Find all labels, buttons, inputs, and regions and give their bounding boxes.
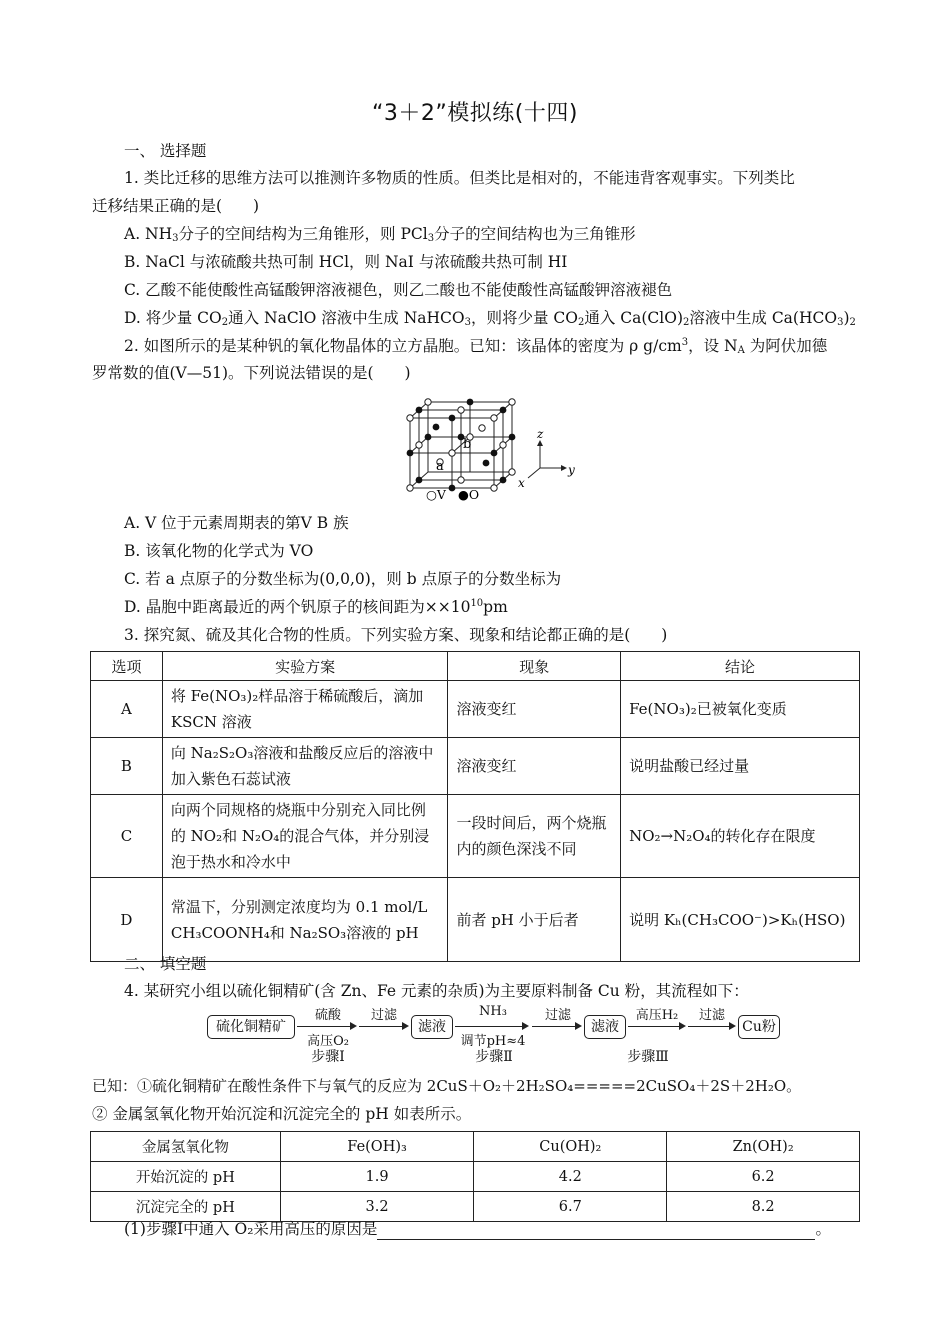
- flow-label: 高压H₂: [635, 1008, 679, 1023]
- flow-step-label: 步骤Ⅲ: [627, 1049, 669, 1065]
- table-header: Zn(OH)₂: [667, 1132, 860, 1162]
- table-cell: 6.2: [667, 1162, 860, 1192]
- table-cell: 一段时间后，两个烧瓶内的颜色深浅不同: [448, 795, 621, 878]
- table-cell: 说明盐酸已经过量: [621, 738, 860, 795]
- section-heading-fill: 二、 填空题: [124, 955, 207, 973]
- table-row: [91, 1192, 860, 1222]
- q4-known-2: ② 金属氢氧化物开始沉淀和沉淀完全的 pH 如表所示。: [92, 1105, 472, 1123]
- section-heading-choice: 一、 选择题: [124, 142, 207, 160]
- flow-label: 硫酸: [314, 1008, 341, 1023]
- flow-box-filtrate: 滤液: [411, 1015, 453, 1039]
- table-cell: 3.2: [280, 1192, 474, 1222]
- flow-step-label: 步骤Ⅰ: [311, 1049, 345, 1065]
- flow-step-label: 步骤Ⅱ: [475, 1049, 513, 1065]
- flow-box-filtrate-2: 滤液: [584, 1015, 626, 1039]
- q1-stem-line1: 1. 类比迁移的思维方法可以推测许多物质的性质。但类比是相对的，不能违背客观事实。下列类比: [124, 169, 795, 187]
- table-cell: D: [91, 878, 163, 962]
- table-cell: 向 Na₂S₂O₃溶液和盐酸反应后的溶液中加入紫色石蕊试液: [162, 738, 448, 795]
- table-cell: 前者 pH 小于后者: [448, 878, 621, 962]
- axis-y-label: y: [568, 463, 575, 477]
- table-cell: 沉淀完全的 pH: [91, 1192, 281, 1222]
- q4-subquestion-1: (1)步骤Ⅰ中通入 O₂采用高压的原因是 。: [124, 1220, 831, 1238]
- q2-option-b: B. 该氧化物的化学式为 VO: [124, 542, 314, 560]
- q2-stem-line2: 罗常数的值(V—51)。下列说法错误的是( ): [92, 364, 411, 382]
- legend-o: ●O: [458, 487, 480, 502]
- legend-v: ○V: [426, 487, 446, 502]
- table-header: 选项: [91, 652, 163, 681]
- table-header: 实验方案: [162, 652, 448, 681]
- table-cell: 4.2: [474, 1162, 667, 1192]
- flow-label: 过滤: [370, 1008, 397, 1023]
- table-header: Fe(OH)₃: [280, 1132, 474, 1162]
- flow-box-ore: 硫化铜精矿: [207, 1015, 295, 1039]
- table-row: [91, 681, 860, 738]
- flow-box-copper: Cu粉: [738, 1015, 780, 1039]
- page-title: “3＋2”模拟练(十四): [372, 101, 578, 126]
- table-row: [91, 1162, 860, 1192]
- axis-x-label: x: [518, 476, 525, 490]
- table-cell: NO₂→N₂O₄的转化存在限度: [621, 795, 860, 878]
- flow-label: NH₃: [479, 1004, 507, 1019]
- q1-option-c: C. 乙酸不能使酸性高锰酸钾溶液褪色，则乙二酸也不能使酸性高锰酸钾溶液褪色: [124, 281, 673, 299]
- q1-option-a: A. $NH_3$分子的空间结构为三角锥形，则 PCl$_3$分子的空间结构也为三角锥形: [124, 225, 636, 244]
- point-b-label: b: [463, 437, 472, 452]
- flow-label: 调节pH≈4: [460, 1034, 526, 1049]
- q2-option-c: C. 若 a 点原子的分数坐标为(0,0,0)，则 b 点原子的分数坐标为: [124, 570, 562, 588]
- q1-option-b: B. NaCl 与浓硫酸共热可制 HCl，则 NaI 与浓硫酸共热可制 HI: [124, 253, 568, 271]
- table-header: 结论: [621, 652, 860, 681]
- table-row: [91, 878, 860, 962]
- table-row: [91, 738, 860, 795]
- table-cell: 6.7: [474, 1192, 667, 1222]
- flow-arrow: [688, 1026, 734, 1027]
- point-a-label: a: [436, 459, 444, 474]
- table-header: 金属氢氧化物: [91, 1132, 281, 1162]
- crystal-cell-figure: [400, 390, 590, 505]
- table-cell: 将 Fe(NO₃)₂样品溶于稀硫酸后，滴加 KSCN 溶液: [162, 681, 448, 738]
- table-cell: 1.9: [280, 1162, 474, 1192]
- table-cell: 开始沉淀的 pH: [91, 1162, 281, 1192]
- axis-z-label: z: [537, 427, 544, 441]
- table-cell: B: [91, 738, 163, 795]
- table-cell: 溶液变红: [448, 681, 621, 738]
- q1-option-d: D. 将少量 $CO_2$通入 NaClO 溶液中生成 NaHCO$_3$，则将少量 $CO_2$通入 $Ca(ClO)_2$溶液中生成 $Ca(HCO_3)_2$: [124, 309, 856, 328]
- flow-label: 过滤: [544, 1008, 571, 1023]
- table-cell: A: [91, 681, 163, 738]
- q2-option-d: D. 晶胞中距离最近的两个钒原子的核间距为$\times\times 10^{10}pm$: [124, 598, 508, 616]
- q2-stem-line1: 2. 如图所示的是某种钒的氧化物晶体的立方晶胞。已知：该晶体的密度为 ρ $g/cm^3$，设 $N_A$ 为阿伏加德: [124, 337, 828, 356]
- flow-arrow: [359, 1026, 407, 1027]
- table-cell: 8.2: [667, 1192, 860, 1222]
- table-header: Cu(OH)₂: [474, 1132, 667, 1162]
- flow-arrow: [628, 1026, 684, 1027]
- q3-table: [90, 651, 860, 962]
- flow-arrow: [455, 1026, 527, 1027]
- q2-option-a: A. V 位于元素周期表的第Ⅴ B 族: [124, 514, 349, 532]
- q4-stem: 4. 某研究小组以硫化铜精矿(含 Zn、Fe 元素的杂质)为主要原料制备 Cu 粉，其流程如下：: [124, 982, 749, 1000]
- table-cell: 溶液变红: [448, 738, 621, 795]
- table-cell: C: [91, 795, 163, 878]
- table-cell: 说明 Kₕ(CH₃COO⁻)>Kₕ(HSO): [621, 878, 860, 962]
- q4-known-1: 已知：①硫化铜精矿在酸性条件下与氧气的反应为 2CuS＋O₂＋2H₂SO₄=====2CuSO₄＋2S＋2H₂O。: [92, 1077, 802, 1095]
- table-cell: 常温下，分别测定浓度均为 0.1 mol/L CH₃COONH₄和 Na₂SO₃溶液的 pH: [162, 878, 448, 962]
- table-cell: Fe(NO₃)₂已被氧化变质: [621, 681, 860, 738]
- flow-arrow: [532, 1026, 580, 1027]
- hydroxide-ph-table: [90, 1131, 860, 1222]
- q1-stem-line2: 迁移结果正确的是( ): [92, 197, 260, 215]
- table-cell: 向两个同规格的烧瓶中分别充入同比例的 NO₂和 N₂O₄的混合气体，并分别浸泡于热水和冷水中: [162, 795, 448, 878]
- flow-arrow: [297, 1026, 355, 1027]
- answer-blank[interactable]: [377, 1223, 815, 1240]
- q3-stem: 3. 探究氮、硫及其化合物的性质。下列实验方案、现象和结论都正确的是( ): [124, 626, 668, 644]
- flow-label: 过滤: [698, 1008, 725, 1023]
- table-row: [91, 795, 860, 878]
- flow-label: 高压O₂: [307, 1034, 349, 1049]
- table-header: 现象: [448, 652, 621, 681]
